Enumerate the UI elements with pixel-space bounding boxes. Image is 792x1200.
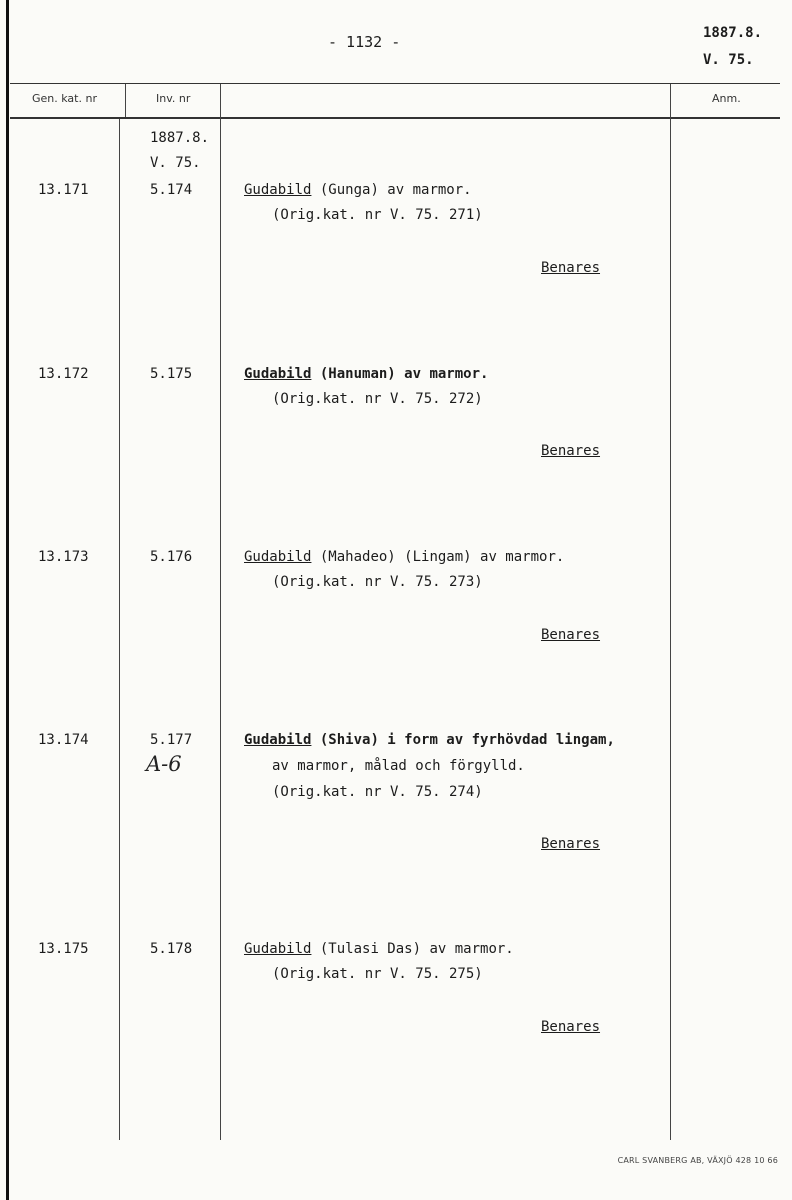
handwritten-note: A-6 (146, 752, 182, 776)
entry-original-catalog-ref: (Orig.kat. nr V. 75. 271) (272, 207, 483, 223)
group-reference-volume: V. 75. (150, 155, 201, 171)
column-header-inv-nr: Inv. nr (156, 92, 191, 105)
entry-inv-nr: 5.177 (150, 732, 193, 748)
entry-place: Benares (541, 260, 601, 276)
entry-gen-kat-nr: 13.172 (38, 366, 89, 382)
entry-title: Gudabild (244, 941, 312, 957)
entry-original-catalog-ref: (Orig.kat. nr V. 75. 275) (272, 966, 483, 982)
column-header-gen-kat-nr: Gen. kat. nr (32, 92, 97, 105)
entry-inv-nr: 5.175 (150, 366, 193, 382)
entry-gen-kat-nr: 13.173 (38, 549, 89, 565)
page-number: - 1132 - (328, 33, 401, 51)
entry-description-rest: (Gunga) av marmor. (311, 182, 472, 198)
entry-description (244, 549, 564, 565)
header-divider-1 (125, 84, 126, 117)
entry-description-rest: (Tulasi Das) av marmor. (311, 941, 514, 957)
entry-title: Gudabild (244, 732, 312, 748)
entry-place: Benares (541, 1019, 601, 1035)
entry-description (244, 182, 472, 198)
entry-gen-kat-nr: 13.171 (38, 182, 89, 198)
entry-original-catalog-ref: (Orig.kat. nr V. 75. 273) (272, 574, 483, 590)
entry-inv-nr: 5.176 (150, 549, 193, 565)
entry-title: Gudabild (244, 549, 312, 565)
entry-place: Benares (541, 443, 601, 459)
entry-place: Benares (541, 627, 601, 643)
entry-gen-kat-nr: 13.174 (38, 732, 89, 748)
catalog-reference-year: 1887.8. (703, 25, 763, 41)
entry-inv-nr: 5.178 (150, 941, 193, 957)
entry-inv-nr: 5.174 (150, 182, 193, 198)
column-divider-anm (670, 84, 671, 1140)
entry-description-rest: (Mahadeo) (Lingam) av marmor. (311, 549, 565, 565)
entry-description (244, 366, 488, 382)
entry-original-catalog-ref: (Orig.kat. nr V. 75. 272) (272, 391, 483, 407)
entry-description-rest: (Hanuman) av marmor. (311, 366, 489, 382)
printer-imprint: CARL SVANBERG AB, VÄXJÖ 428 10 66 (617, 1156, 778, 1165)
column-divider-gen (119, 119, 120, 1140)
entry-description (244, 941, 514, 957)
left-margin-bar (6, 0, 9, 1200)
column-divider-inv (220, 84, 221, 1140)
catalog-reference-volume: V. 75. (703, 52, 754, 68)
entry-title: Gudabild (244, 366, 312, 382)
group-reference-year: 1887.8. (150, 130, 210, 146)
entry-title: Gudabild (244, 182, 312, 198)
entry-gen-kat-nr: 13.175 (38, 941, 89, 957)
entry-original-catalog-ref: (Orig.kat. nr V. 75. 274) (272, 784, 483, 800)
entry-description (244, 732, 615, 748)
table-header-bottom-rule (10, 117, 780, 119)
entry-description-rest: (Shiva) i form av fyrhövdad lingam, (311, 732, 615, 748)
column-header-anm: Anm. (712, 92, 741, 105)
entry-place: Benares (541, 836, 601, 852)
entry-description-continued: av marmor, målad och förgylld. (272, 758, 525, 774)
